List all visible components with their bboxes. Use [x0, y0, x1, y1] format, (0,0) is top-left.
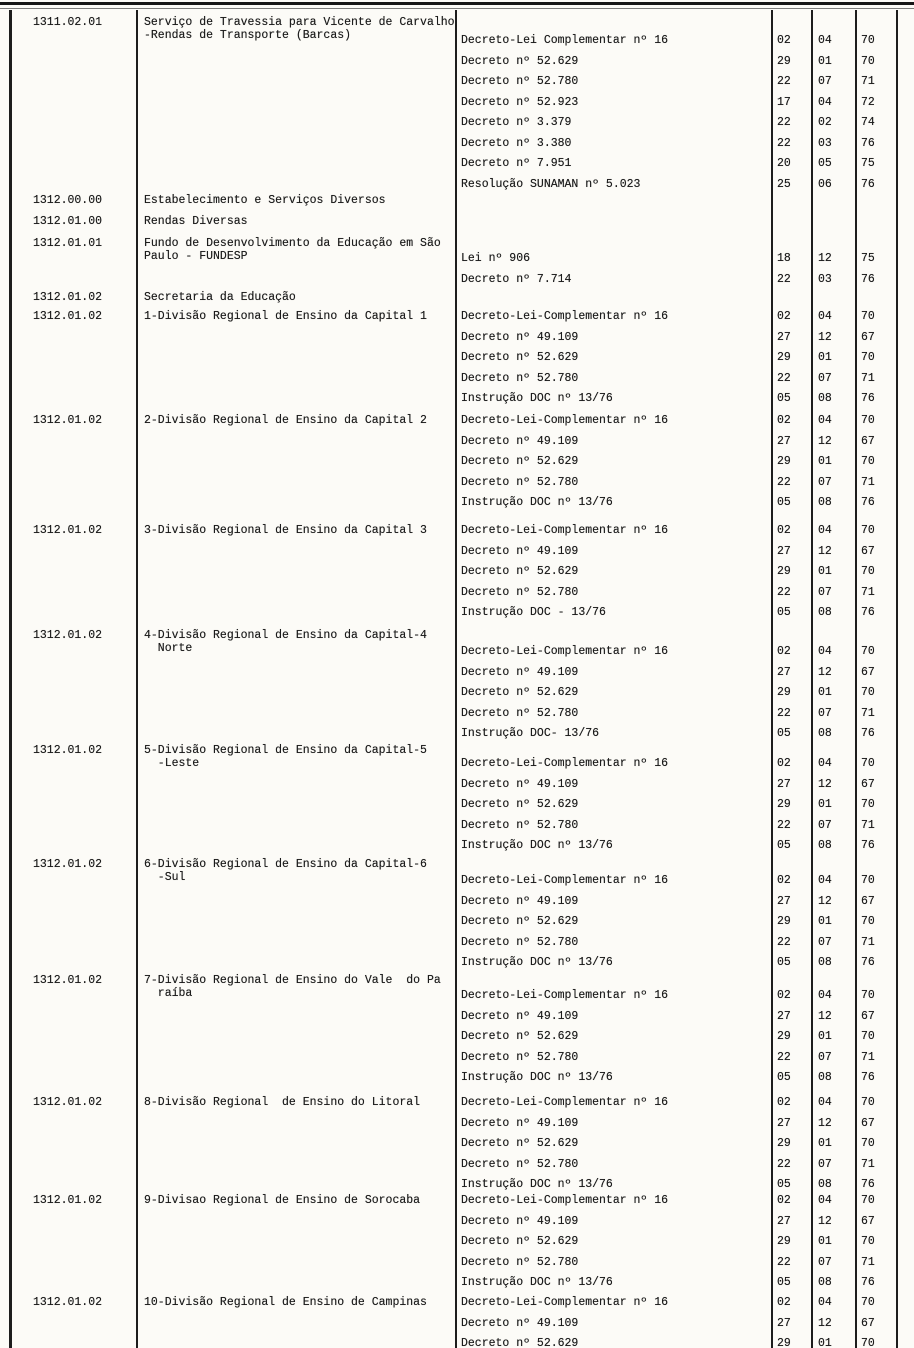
ref-day: 29: [777, 455, 791, 468]
ref-text: Decreto-Lei-Complementar nº 16: [461, 310, 669, 323]
ref-month: 01: [818, 351, 832, 364]
ref-text: Resolução SUNAMAN nº 5.023: [461, 178, 641, 191]
ref-day: 02: [777, 524, 791, 537]
ref-year: 71: [861, 707, 875, 720]
ref-month: 04: [818, 1296, 832, 1309]
ref-month: 07: [818, 819, 832, 832]
ref-month: 07: [818, 1158, 832, 1171]
entry-description-line: 9-Divisao Regional de Ensino de Sorocaba: [144, 1194, 421, 1207]
ref-text: Instrução DOC nº 13/76: [461, 956, 613, 969]
ref-year: 67: [861, 331, 875, 344]
ref-text: Decreto nº 49.109: [461, 666, 579, 679]
ref-year: 70: [861, 351, 875, 364]
ref-month: 03: [818, 273, 832, 286]
ref-text: Decreto nº 52.629: [461, 1137, 579, 1150]
ref-text: Decreto-Lei-Complementar nº 16: [461, 874, 669, 887]
ref-month: 08: [818, 1276, 832, 1289]
ref-text: Decreto nº 49.109: [461, 895, 579, 908]
ref-day: 02: [777, 414, 791, 427]
ref-text: Instrução DOC - 13/76: [461, 606, 606, 619]
entry-description-line: -Leste: [144, 757, 200, 770]
ref-year: 70: [861, 1337, 875, 1348]
ref-text: Decreto nº 52.780: [461, 75, 579, 88]
ref-month: 01: [818, 1337, 832, 1348]
ref-month: 04: [818, 414, 832, 427]
ref-day: 27: [777, 1215, 791, 1228]
ref-year: 70: [861, 1137, 875, 1150]
ref-year: 71: [861, 1256, 875, 1269]
ref-month: 08: [818, 606, 832, 619]
ref-text: Decreto nº 7.714: [461, 273, 572, 286]
top-rule: [0, 2, 914, 5]
ref-day: 02: [777, 1194, 791, 1207]
ref-text: Decreto-Lei-Complementar nº 16: [461, 524, 669, 537]
ref-text: Decreto nº 49.109: [461, 1215, 579, 1228]
ref-text: Decreto nº 52.780: [461, 476, 579, 489]
ref-month: 01: [818, 1137, 832, 1150]
ref-day: 05: [777, 1178, 791, 1191]
ref-year: 76: [861, 273, 875, 286]
ref-month: 04: [818, 874, 832, 887]
ref-day: 05: [777, 1276, 791, 1289]
ref-month: 08: [818, 392, 832, 405]
ref-year: 76: [861, 839, 875, 852]
ref-day: 02: [777, 1296, 791, 1309]
ref-day: 22: [777, 1051, 791, 1064]
ref-day: 22: [777, 372, 791, 385]
ref-month: 04: [818, 645, 832, 658]
ref-year: 70: [861, 414, 875, 427]
entry-description-line: 3-Divisão Regional de Ensino da Capital 3: [144, 524, 427, 537]
ref-day: 02: [777, 645, 791, 658]
ref-month: 01: [818, 1235, 832, 1248]
ref-month: 12: [818, 1317, 832, 1330]
ref-text: Decreto-Lei-Complementar nº 16: [461, 1096, 669, 1109]
ref-text: Decreto nº 3.379: [461, 116, 572, 129]
ref-month: 05: [818, 157, 832, 170]
entry-description-line: Serviço de Travessia para Vicente de Carvalho: [144, 16, 455, 29]
ref-month: 04: [818, 310, 832, 323]
entry-code: 1312.01.02: [33, 414, 103, 427]
ref-day: 05: [777, 839, 791, 852]
ref-year: 75: [861, 157, 875, 170]
entry-code: 1312.01.02: [33, 629, 103, 642]
entry-code: 1312.01.02: [33, 858, 103, 871]
ref-year: 70: [861, 915, 875, 928]
ref-month: 01: [818, 915, 832, 928]
ref-month: 12: [818, 895, 832, 908]
ref-day: 29: [777, 565, 791, 578]
ref-day: 27: [777, 1117, 791, 1130]
ref-year: 67: [861, 1010, 875, 1023]
ref-text: Instrução DOC nº 13/76: [461, 496, 613, 509]
ref-year: 76: [861, 1276, 875, 1289]
ref-day: 05: [777, 606, 791, 619]
ref-year: 76: [861, 727, 875, 740]
ref-month: 08: [818, 839, 832, 852]
ref-day: 02: [777, 874, 791, 887]
ref-year: 76: [861, 1178, 875, 1191]
ref-month: 04: [818, 757, 832, 770]
ref-month: 12: [818, 331, 832, 344]
entry-description-line: Fundo de Desenvolvimento da Educação em São: [144, 237, 441, 250]
ref-month: 08: [818, 1178, 832, 1191]
entry-description-line: Secretaria da Educação: [144, 291, 296, 304]
ref-year: 70: [861, 989, 875, 1002]
ref-month: 08: [818, 496, 832, 509]
ref-day: 02: [777, 34, 791, 47]
ref-year: 67: [861, 666, 875, 679]
ref-day: 29: [777, 915, 791, 928]
ref-day: 27: [777, 1010, 791, 1023]
entry-code: 1312.01.01: [33, 237, 103, 250]
ref-day: 29: [777, 1030, 791, 1043]
ref-text: Decreto-Lei-Complementar nº 16: [461, 1296, 669, 1309]
ref-day: 05: [777, 496, 791, 509]
entry-description-line: Estabelecimento e Serviços Diversos: [144, 194, 386, 207]
ref-day: 05: [777, 1071, 791, 1084]
entry-description-line: 8-Divisão Regional de Ensino do Litoral: [144, 1096, 421, 1109]
ref-month: 12: [818, 1010, 832, 1023]
ref-text: Decreto nº 52.780: [461, 707, 579, 720]
ref-month: 12: [818, 545, 832, 558]
ref-month: 04: [818, 1194, 832, 1207]
entry-code: 1312.01.02: [33, 524, 103, 537]
entry-description-line: 6-Divisão Regional de Ensino da Capital-6: [144, 858, 427, 871]
ref-day: 22: [777, 116, 791, 129]
ref-year: 70: [861, 1096, 875, 1109]
ref-text: Instrução DOC nº 13/76: [461, 1071, 613, 1084]
ref-month: 12: [818, 435, 832, 448]
ref-text: Decreto nº 52.780: [461, 586, 579, 599]
ref-year: 71: [861, 476, 875, 489]
ref-day: 29: [777, 1137, 791, 1150]
ref-day: 27: [777, 435, 791, 448]
ref-month: 07: [818, 75, 832, 88]
entry-code: 1312.01.02: [33, 1194, 103, 1207]
entry-description-line: -Rendas de Transporte (Barcas): [144, 29, 352, 42]
ref-day: 27: [777, 331, 791, 344]
ref-month: 07: [818, 1051, 832, 1064]
ref-month: 01: [818, 455, 832, 468]
ref-day: 29: [777, 351, 791, 364]
ref-year: 71: [861, 75, 875, 88]
ref-year: 67: [861, 778, 875, 791]
ref-text: Decreto nº 49.109: [461, 1117, 579, 1130]
ref-text: Decreto nº 49.109: [461, 435, 579, 448]
ref-month: 07: [818, 476, 832, 489]
ref-text: Decreto nº 52.629: [461, 1235, 579, 1248]
ref-month: 01: [818, 1030, 832, 1043]
entry-description-line: Norte: [144, 642, 193, 655]
ref-day: 22: [777, 476, 791, 489]
ref-day: 22: [777, 707, 791, 720]
ref-text: Instrução DOC- 13/76: [461, 727, 600, 740]
ref-month: 04: [818, 1096, 832, 1109]
ref-day: 22: [777, 936, 791, 949]
entry-description-line: raíba: [144, 987, 193, 1000]
ref-text: Decreto nº 52.629: [461, 798, 579, 811]
ref-year: 72: [861, 96, 875, 109]
ref-year: 70: [861, 34, 875, 47]
ref-month: 12: [818, 1215, 832, 1228]
ref-year: 76: [861, 496, 875, 509]
ref-year: 71: [861, 1158, 875, 1171]
ref-day: 29: [777, 686, 791, 699]
ref-year: 70: [861, 686, 875, 699]
ref-year: 67: [861, 545, 875, 558]
ref-year: 76: [861, 137, 875, 150]
ref-year: 70: [861, 455, 875, 468]
ref-year: 76: [861, 392, 875, 405]
description-column-rule: [455, 10, 457, 1348]
ref-year: 70: [861, 1235, 875, 1248]
page-right-rule: [896, 10, 898, 1348]
ref-month: 07: [818, 372, 832, 385]
entry-description-line: 4-Divisão Regional de Ensino da Capital-4: [144, 629, 427, 642]
month-column-rule: [811, 10, 813, 1348]
ref-month: 07: [818, 586, 832, 599]
ref-text: Instrução DOC nº 13/76: [461, 839, 613, 852]
ref-day: 22: [777, 1158, 791, 1171]
ref-day: 02: [777, 757, 791, 770]
page-left-rule: [9, 10, 12, 1348]
ref-month: 12: [818, 252, 832, 265]
ref-month: 01: [818, 565, 832, 578]
ref-year: 71: [861, 819, 875, 832]
ref-text: Decreto-Lei Complementar nº 16: [461, 34, 669, 47]
ref-year: 70: [861, 645, 875, 658]
ref-text: Decreto nº 52.780: [461, 1158, 579, 1171]
ref-month: 01: [818, 798, 832, 811]
ref-text: Decreto nº 52.629: [461, 455, 579, 468]
ref-month: 06: [818, 178, 832, 191]
ref-text: Decreto nº 52.629: [461, 686, 579, 699]
ref-year: 76: [861, 178, 875, 191]
ref-text: Decreto nº 3.380: [461, 137, 572, 150]
ref-year: 70: [861, 1030, 875, 1043]
entry-description-line: Rendas Diversas: [144, 215, 248, 228]
day-column-rule: [771, 10, 773, 1348]
ref-year: 67: [861, 1117, 875, 1130]
entry-code: 1312.01.02: [33, 1296, 103, 1309]
ref-day: 17: [777, 96, 791, 109]
ref-month: 08: [818, 956, 832, 969]
ref-day: 22: [777, 137, 791, 150]
entry-code: 1312.01.02: [33, 310, 103, 323]
ref-year: 76: [861, 606, 875, 619]
ref-month: 08: [818, 1071, 832, 1084]
ref-text: Decreto nº 49.109: [461, 1317, 579, 1330]
ref-text: Decreto-Lei-Complementar nº 16: [461, 989, 669, 1002]
entry-code: 1312.01.02: [33, 974, 103, 987]
entry-description-line: 2-Divisão Regional de Ensino da Capital 2: [144, 414, 427, 427]
ref-text: Decreto nº 49.109: [461, 778, 579, 791]
ref-day: 22: [777, 819, 791, 832]
ref-text: Decreto-Lei-Complementar nº 16: [461, 757, 669, 770]
ref-day: 05: [777, 956, 791, 969]
ref-year: 67: [861, 895, 875, 908]
ref-day: 27: [777, 895, 791, 908]
ref-day: 25: [777, 178, 791, 191]
ref-day: 02: [777, 310, 791, 323]
ref-year: 70: [861, 874, 875, 887]
ref-month: 07: [818, 707, 832, 720]
ref-text: Decreto nº 52.629: [461, 1030, 579, 1043]
ref-day: 02: [777, 989, 791, 1002]
ref-text: Decreto-Lei-Complementar nº 16: [461, 1194, 669, 1207]
ref-month: 12: [818, 666, 832, 679]
ref-year: 70: [861, 798, 875, 811]
ref-month: 07: [818, 1256, 832, 1269]
ref-day: 02: [777, 1096, 791, 1109]
ref-year: 67: [861, 1215, 875, 1228]
ref-text: Decreto nº 49.109: [461, 545, 579, 558]
entry-code: 1311.02.01: [33, 16, 103, 29]
ref-text: Instrução DOC nº 13/76: [461, 1276, 613, 1289]
ref-text: Lei nº 906: [461, 252, 531, 265]
ref-month: 12: [818, 778, 832, 791]
ref-day: 18: [777, 252, 791, 265]
ref-text: Decreto nº 49.109: [461, 331, 579, 344]
ref-text: Decreto nº 52.629: [461, 915, 579, 928]
entry-code: 1312.01.02: [33, 744, 103, 757]
ref-day: 27: [777, 545, 791, 558]
ref-year: 70: [861, 565, 875, 578]
ref-day: 20: [777, 157, 791, 170]
ref-text: Decreto nº 52.780: [461, 1051, 579, 1064]
ref-day: 22: [777, 1256, 791, 1269]
ref-year: 70: [861, 757, 875, 770]
top-rule-secondary: [0, 8, 914, 9]
ref-text: Instrução DOC nº 13/76: [461, 392, 613, 405]
ref-month: 02: [818, 116, 832, 129]
entry-description-line: 7-Divisão Regional de Ensino do Vale do Pa: [144, 974, 441, 987]
entry-description-line: 5-Divisão Regional de Ensino da Capital-5: [144, 744, 427, 757]
entry-description-line: 10-Divisão Regional de Ensino de Campinas: [144, 1296, 427, 1309]
entry-description-line: Paulo - FUNDESP: [144, 250, 248, 263]
ref-day: 27: [777, 1317, 791, 1330]
ref-day: 22: [777, 586, 791, 599]
ref-text: Decreto nº 52.629: [461, 55, 579, 68]
entry-code: 1312.01.02: [33, 291, 103, 304]
ref-year: 70: [861, 524, 875, 537]
ref-text: Decreto-Lei-Complementar nº 16: [461, 414, 669, 427]
ref-month: 04: [818, 989, 832, 1002]
entry-code: 1312.00.00: [33, 194, 103, 207]
ref-year: 76: [861, 1071, 875, 1084]
ref-day: 22: [777, 75, 791, 88]
ref-year: 70: [861, 1194, 875, 1207]
entry-code: 1312.01.02: [33, 1096, 103, 1109]
ref-day: 27: [777, 666, 791, 679]
ref-text: Decreto nº 52.780: [461, 819, 579, 832]
ref-text: Decreto-Lei-Complementar nº 16: [461, 645, 669, 658]
ref-day: 05: [777, 727, 791, 740]
ref-year: 71: [861, 372, 875, 385]
ref-text: Decreto nº 52.780: [461, 936, 579, 949]
entry-code: 1312.01.00: [33, 215, 103, 228]
ref-year: 70: [861, 310, 875, 323]
ref-year: 75: [861, 252, 875, 265]
ref-day: 29: [777, 55, 791, 68]
ref-text: Decreto nº 52.780: [461, 372, 579, 385]
ref-day: 27: [777, 778, 791, 791]
ref-year: 70: [861, 1296, 875, 1309]
ref-text: Instrução DOC nº 13/76: [461, 1178, 613, 1191]
ref-text: Decreto nº 52.629: [461, 1337, 579, 1348]
ref-month: 08: [818, 727, 832, 740]
ref-month: 04: [818, 524, 832, 537]
ref-text: Decreto nº 52.629: [461, 351, 579, 364]
ref-day: 22: [777, 273, 791, 286]
ref-month: 03: [818, 137, 832, 150]
ref-year: 71: [861, 1051, 875, 1064]
entry-description-line: -Sul: [144, 871, 186, 884]
ref-year: 74: [861, 116, 875, 129]
ref-month: 01: [818, 686, 832, 699]
ref-day: 05: [777, 392, 791, 405]
ref-day: 29: [777, 798, 791, 811]
ref-year: 76: [861, 956, 875, 969]
ref-month: 07: [818, 936, 832, 949]
ref-day: 29: [777, 1337, 791, 1348]
year-column-rule: [855, 10, 857, 1348]
ref-month: 04: [818, 34, 832, 47]
ref-year: 71: [861, 586, 875, 599]
ref-text: Decreto nº 52.923: [461, 96, 579, 109]
code-column-rule: [136, 10, 138, 1348]
ref-day: 29: [777, 1235, 791, 1248]
ref-year: 67: [861, 1317, 875, 1330]
entry-description-line: 1-Divisão Regional de Ensino da Capital 1: [144, 310, 427, 323]
ref-year: 71: [861, 936, 875, 949]
ref-month: 04: [818, 96, 832, 109]
ref-text: Decreto nº 7.951: [461, 157, 572, 170]
ref-month: 01: [818, 55, 832, 68]
ref-text: Decreto nº 52.629: [461, 565, 579, 578]
ref-text: Decreto nº 49.109: [461, 1010, 579, 1023]
ref-month: 12: [818, 1117, 832, 1130]
ref-year: 70: [861, 55, 875, 68]
ref-text: Decreto nº 52.780: [461, 1256, 579, 1269]
ref-year: 67: [861, 435, 875, 448]
